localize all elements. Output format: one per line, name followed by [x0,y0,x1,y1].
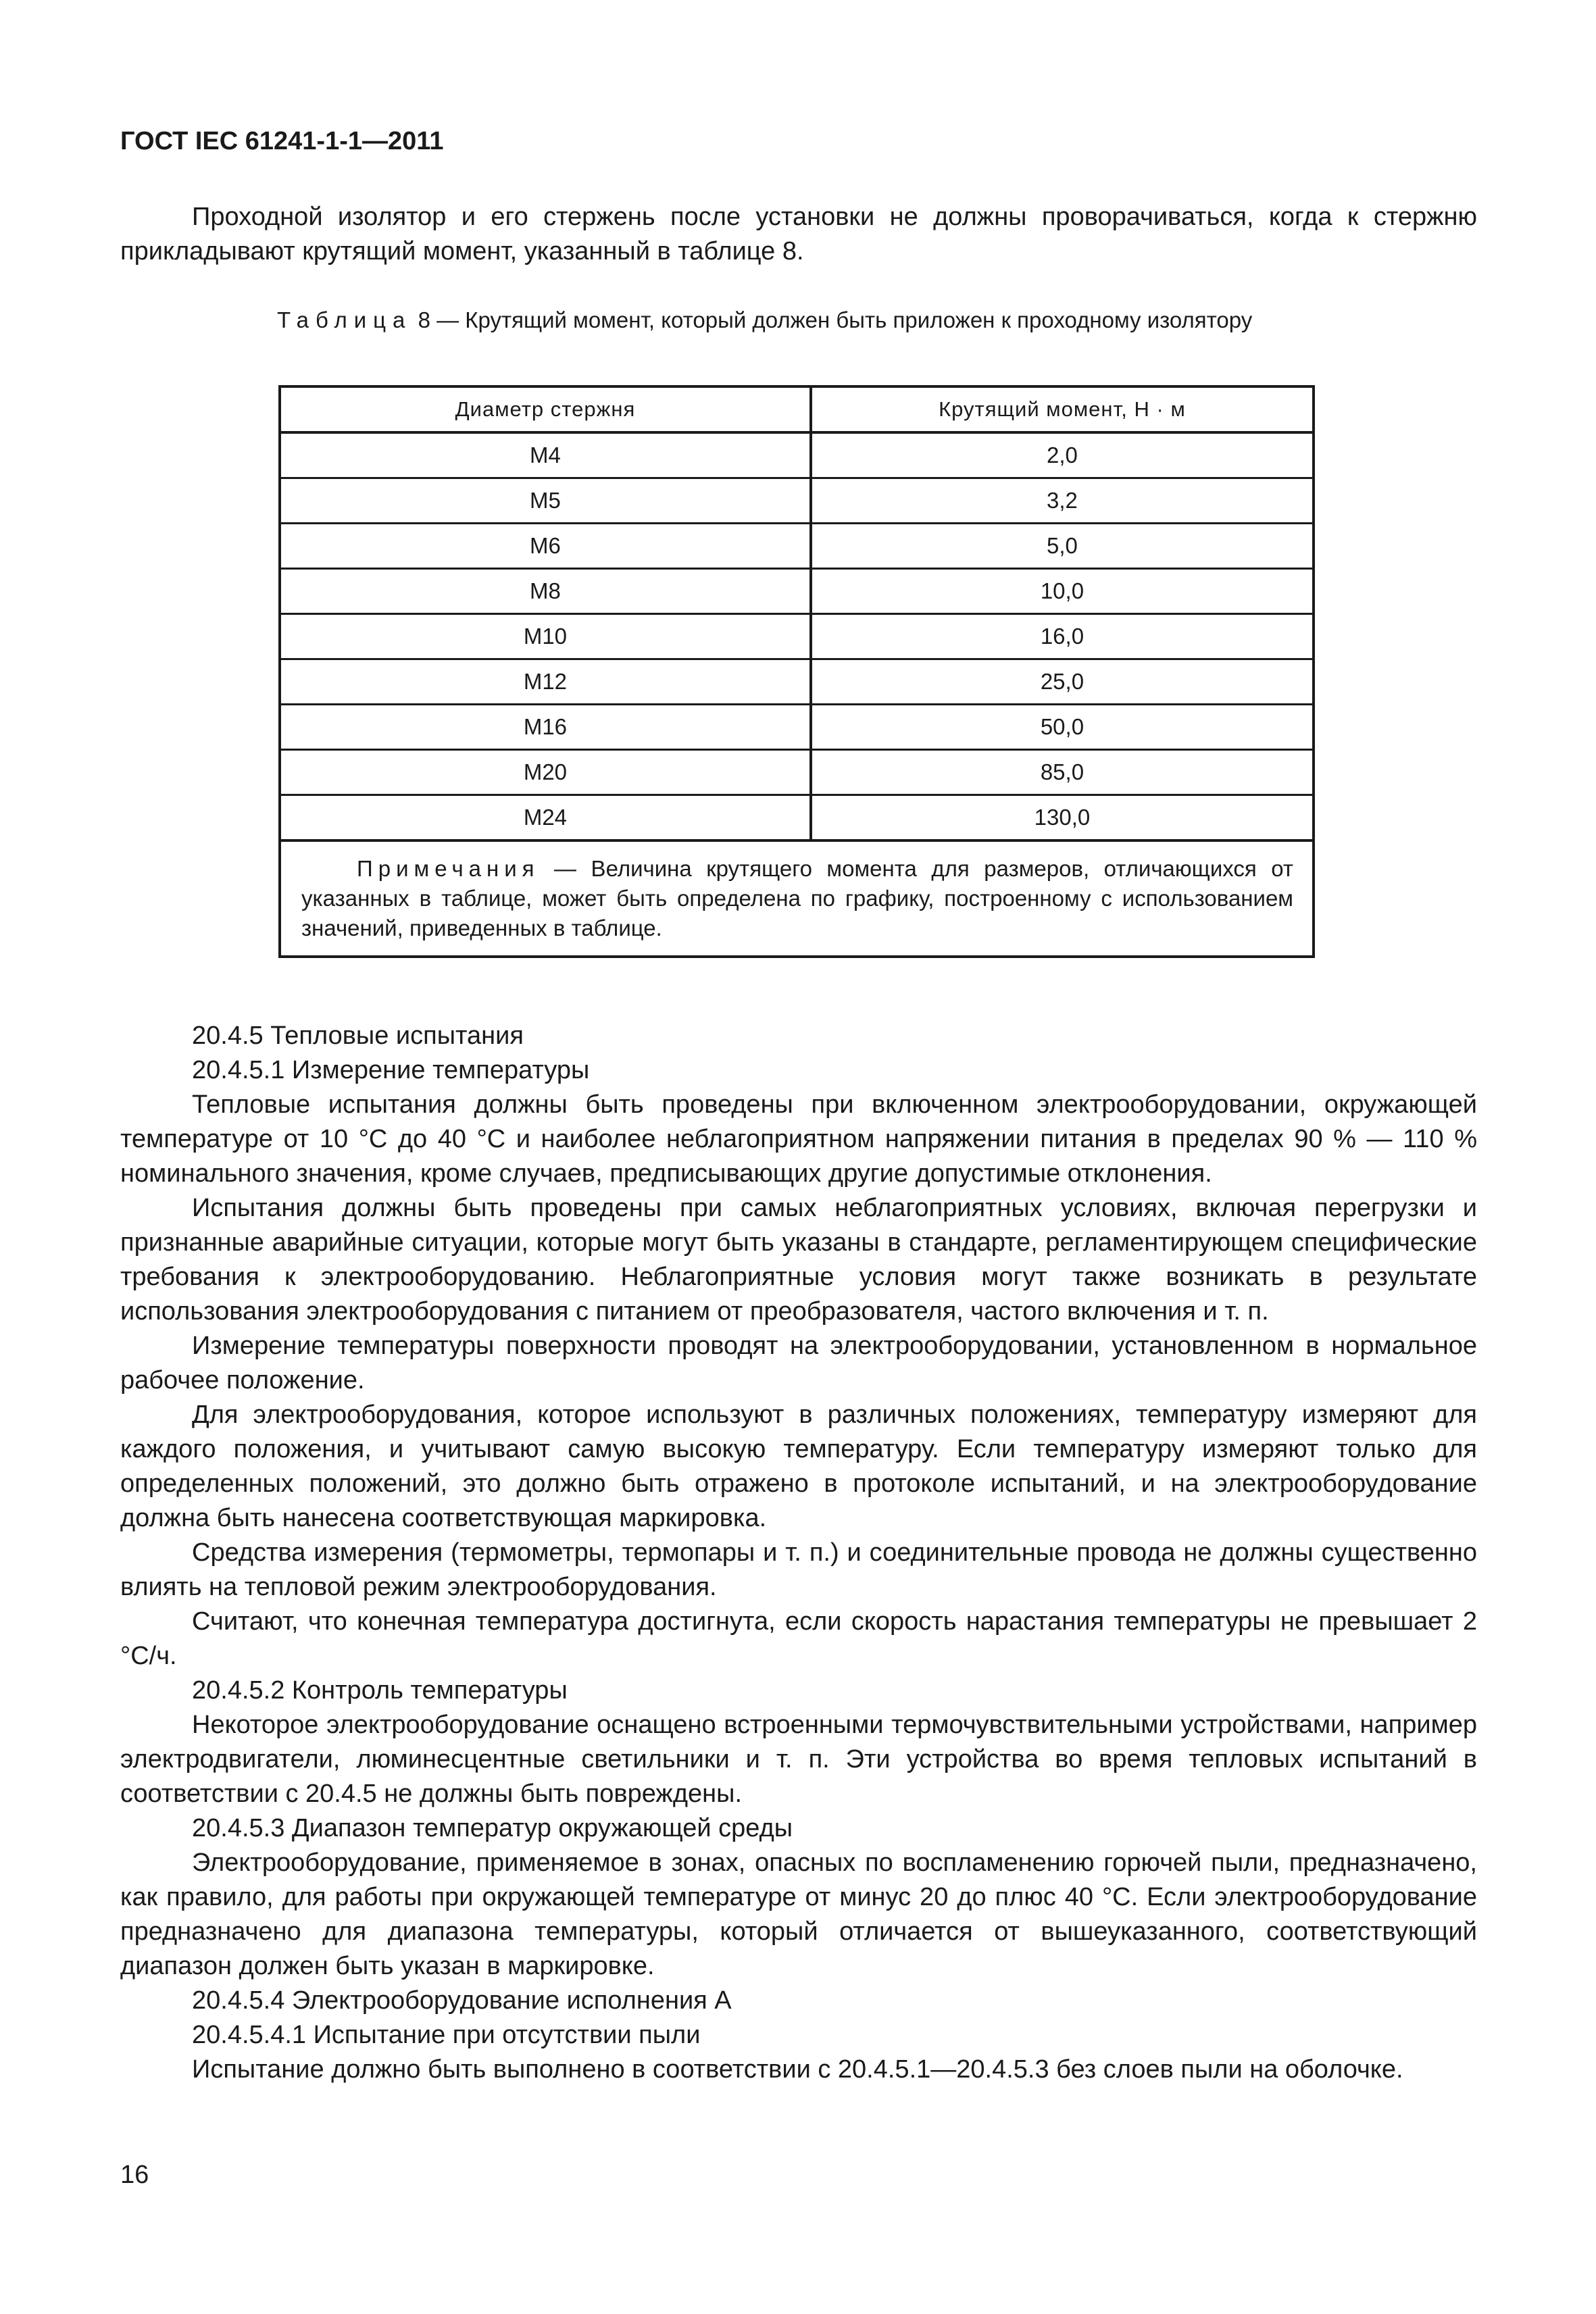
cell-torque: 25,0 [811,659,1314,705]
section-heading: 20.4.5.1 Измерение температуры [192,1056,590,1084]
section-heading: 20.4.5 Тепловые испытания [192,1022,524,1050]
table-row [280,569,1314,614]
section-heading: 20.4.5.4.1 Испытание при отсутствии пыли [192,2021,701,2049]
standard-header: ГОСТ IEC 61241-1-1—2011 [120,127,444,155]
table-note [280,840,1314,957]
table-row [280,614,1314,659]
section-heading: 20.4.5.2 Контроль температуры [192,1676,568,1705]
table-header-row [280,386,1314,432]
cell-torque: 85,0 [811,750,1314,795]
section-heading: 20.4.5.3 Диапазон температур окружающей среды [192,1814,793,1842]
cell-diameter: M24 [280,795,811,841]
body-paragraph: Считают, что конечная температура достигнута, если скорость нарастания температуры не превышает 2 °С/ч. [120,1607,1477,1670]
body-paragraph: Средства измерения (термометры, термопары и т. п.) и соединительные провода не должны существенно влиять на тепловой режим электрооборудования. [120,1538,1477,1601]
table-note-row [280,840,1314,957]
cell-torque: 16,0 [811,614,1314,659]
section-heading: 20.4.5.4 Электрооборудование исполнения А [192,1986,732,2015]
cell-torque: 2,0 [811,432,1314,478]
table-caption-word: Таблица [277,307,412,332]
table-row [280,432,1314,478]
table-note-word: Примечания [357,856,540,881]
cell-diameter: M16 [280,705,811,750]
body-paragraph: Для электрооборудования, которое используют в различных положениях, температуру измеряют для каждого положения, и учитывают самую высокую температуру. Если температуру измеряют только для определенных положений, это должно быть отражено в протоколе испытаний, и на электрооборудование должна быть нанесена соответствующая маркировка. [120,1401,1477,1532]
cell-torque: 130,0 [811,795,1314,841]
page-number: 16 [120,2161,149,2189]
cell-torque: 3,2 [811,478,1314,524]
table-row [280,750,1314,795]
cell-diameter: M4 [280,432,811,478]
body-paragraph: Испытание должно быть выполнено в соответствии с 20.4.5.1—20.4.5.3 без слоев пыли на оболочке. [192,2055,1403,2084]
cell-diameter: M5 [280,478,811,524]
cell-torque: 10,0 [811,569,1314,614]
column-header-diameter: Диаметр стержня [280,386,811,432]
cell-diameter: M8 [280,569,811,614]
table-note-text: — Величина крутящего момента для размеров, отличающихся от указанных в таблице, может быть определена по графику, построенному с использованием значений, приведенных в таблице. [301,856,1293,940]
body-paragraph: Испытания должны быть проведены при самых неблагоприятных условиях, включая перегрузки и признанные аварийные ситуации, которые могут быть указаны в стандарте, регламентирующем специфические требования к электрооборудованию. Неблагоприятные условия могут также возникать в результате использования электрооборудования с питанием от преобразователя, частого включения и т. п. [120,1194,1477,1326]
cell-torque: 50,0 [811,705,1314,750]
body-paragraph: Электрооборудование, применяемое в зонах, опасных по воспламенению горючей пыли, предназначено, как правило, для работы при окружающей температуре от минус 20 до плюс 40 °С. Если электрооборудование предназначено для диапазона температуры, который отличается от вышеуказанного, соответствующий диапазон должен быть указан в маркировке. [120,1848,1477,1980]
torque-table [278,385,1315,958]
table-caption [277,305,1318,335]
table-row [280,524,1314,569]
cell-diameter: M12 [280,659,811,705]
cell-diameter: M10 [280,614,811,659]
cell-torque: 5,0 [811,524,1314,569]
table-caption-text: 8 — Крутящий момент, который должен быть приложен к проходному изолятору [418,307,1253,332]
intro-paragraph: Проходной изолятор и его стержень после установки не должны проворачиваться, когда к стержню прикладывают крутящий момент, указанный в таблице 8. [120,203,1477,266]
table-row [280,705,1314,750]
cell-diameter: M20 [280,750,811,795]
body-paragraph: Измерение температуры поверхности проводят на электрооборудовании, установленном в нормальное рабочее положение. [120,1332,1477,1394]
table-row [280,795,1314,841]
cell-diameter: M6 [280,524,811,569]
body-paragraph: Некоторое электрооборудование оснащено встроенными термочувствительными устройствами, например электродвигатели, люминесцентные светильники и т. п. Эти устройства во время тепловых испытаний в соответствии с 20.4.5 не должны быть повреждены. [120,1711,1477,1808]
body-paragraph: Тепловые испытания должны быть проведены при включенном электрооборудовании, окружающей температуре от 10 °С до 40 °С и наиболее неблагоприятном напряжении питания в пределах 90 % — 110 % номинального значения, кроме случаев, предписывающих другие допустимые отклонения. [120,1090,1477,1188]
column-header-torque: Крутящий момент, Н · м [811,386,1314,432]
table-row [280,478,1314,524]
table-row [280,659,1314,705]
